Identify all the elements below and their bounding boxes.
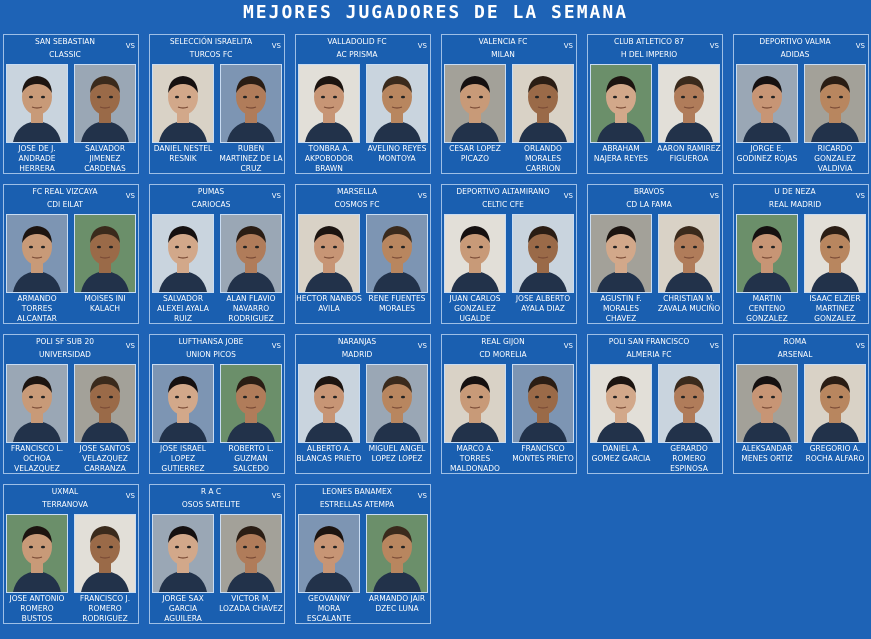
player-name: AARON RAMIREZ FIGUEROA bbox=[657, 144, 721, 163]
player-name: RUBEN MARTINEZ DE LA CRUZ bbox=[219, 144, 283, 173]
player-name: ORLANDO MORALES CARRION bbox=[524, 144, 562, 173]
vs-label: VS bbox=[271, 42, 281, 50]
team-home: UXMAL bbox=[51, 487, 79, 496]
team-home: R A C bbox=[200, 487, 222, 496]
match-header bbox=[150, 185, 272, 212]
match-card bbox=[733, 34, 869, 174]
player-name: SALVADOR JIMENEZ CARDENAS bbox=[84, 144, 126, 173]
player-name: AGUSTIN F. MORALES CHAVEZ bbox=[600, 294, 642, 323]
match-header bbox=[150, 35, 272, 62]
team-home: BRAVOS bbox=[633, 187, 665, 196]
match-header bbox=[296, 335, 418, 362]
player-photo[interactable] bbox=[298, 214, 360, 293]
player-photo[interactable] bbox=[658, 364, 720, 443]
player-name: MARTIN CENTENO GONZALEZ bbox=[746, 294, 788, 323]
vs-label: VS bbox=[417, 42, 427, 50]
player-name: FRANCISCO L. OCHOA VELAZQUEZ bbox=[10, 444, 64, 473]
player-photo[interactable] bbox=[736, 64, 798, 143]
player-name: ARMANDO JAIR DZEC LUNA bbox=[368, 594, 426, 613]
player-photo[interactable] bbox=[6, 214, 68, 293]
team-away: CD LA FAMA bbox=[626, 200, 672, 209]
player-photo[interactable] bbox=[658, 214, 720, 293]
match-header bbox=[588, 335, 710, 362]
player-photo[interactable] bbox=[366, 514, 428, 593]
team-home: REAL GIJON bbox=[481, 337, 525, 346]
match-header bbox=[734, 335, 856, 362]
vs-label: VS bbox=[709, 42, 719, 50]
match-card bbox=[295, 34, 431, 174]
team-away: OSOS SATELITE bbox=[181, 500, 241, 509]
player-name: RENE FUENTES MORALES bbox=[368, 294, 426, 313]
match-header bbox=[734, 185, 856, 212]
vs-label: VS bbox=[125, 492, 135, 500]
player-name: ROBERTO L. GUZMAN SALCEDO bbox=[228, 444, 274, 473]
match-header bbox=[442, 185, 564, 212]
player-photo[interactable] bbox=[804, 64, 866, 143]
team-home: ROMA bbox=[783, 337, 807, 346]
vs-label: VS bbox=[125, 342, 135, 350]
match-header bbox=[150, 485, 272, 512]
player-photo[interactable] bbox=[804, 214, 866, 293]
player-name: TONBRA A. AKPOBODOR BRAWN bbox=[304, 144, 354, 173]
match-card bbox=[733, 184, 869, 324]
player-photo[interactable] bbox=[298, 514, 360, 593]
player-photo[interactable] bbox=[6, 514, 68, 593]
team-home: POLI SAN FRANCISCO bbox=[608, 337, 690, 346]
match-card bbox=[441, 334, 577, 474]
match-card bbox=[733, 334, 869, 474]
team-away: H DEL IMPERIO bbox=[620, 50, 678, 59]
player-name: MIGUEL ANGEL LOPEZ LOPEZ bbox=[368, 444, 426, 463]
match-header bbox=[442, 335, 564, 362]
team-home: VALENCIA FC bbox=[478, 37, 528, 46]
team-away: TURCOS FC bbox=[189, 50, 233, 59]
match-header bbox=[296, 485, 418, 512]
player-photo[interactable] bbox=[512, 64, 574, 143]
vs-label: VS bbox=[855, 42, 865, 50]
match-card bbox=[149, 34, 285, 174]
match-header bbox=[588, 35, 710, 62]
player-name: GEOVANNY MORA ESCALANTE bbox=[306, 594, 352, 623]
team-away: ADIDAS bbox=[780, 50, 810, 59]
player-photo[interactable] bbox=[298, 364, 360, 443]
player-name: FRANCISCO J. ROMERO RODRIGUEZ bbox=[79, 594, 131, 623]
match-card bbox=[587, 334, 723, 474]
team-away: TERRANOVA bbox=[42, 500, 88, 509]
player-photo[interactable] bbox=[590, 364, 652, 443]
player-photo[interactable] bbox=[736, 214, 798, 293]
team-away: CARIOCAS bbox=[191, 200, 231, 209]
player-photo[interactable] bbox=[152, 64, 214, 143]
player-name: GERARDO ROMERO ESPINOSA bbox=[670, 444, 708, 473]
player-photo[interactable] bbox=[220, 514, 282, 593]
team-away: MADRID bbox=[341, 350, 373, 359]
player-photo[interactable] bbox=[74, 64, 136, 143]
match-card bbox=[3, 334, 139, 474]
match-card bbox=[3, 484, 139, 624]
match-header bbox=[734, 35, 856, 62]
team-home: LEONES BANAMEX bbox=[322, 487, 392, 496]
match-card bbox=[587, 184, 723, 324]
player-photo[interactable] bbox=[444, 214, 506, 293]
match-card bbox=[149, 184, 285, 324]
match-card bbox=[3, 184, 139, 324]
player-name: ALAN FLAVIO NAVARRO RODRIGUEZ bbox=[226, 294, 276, 323]
vs-label: VS bbox=[417, 192, 427, 200]
vs-label: VS bbox=[855, 342, 865, 350]
vs-label: VS bbox=[709, 342, 719, 350]
player-photo[interactable] bbox=[366, 364, 428, 443]
match-header bbox=[442, 35, 564, 62]
player-name: JOSE DE J. ANDRADE HERRERA bbox=[18, 144, 56, 173]
team-away: UNION PICOS bbox=[186, 350, 236, 359]
match-card bbox=[441, 184, 577, 324]
team-away: REAL MADRID bbox=[768, 200, 822, 209]
player-photo[interactable] bbox=[152, 214, 214, 293]
match-header bbox=[296, 185, 418, 212]
player-name: MOISES INI KALACH bbox=[84, 294, 126, 313]
player-name: DANIEL NESTEL RESNIK bbox=[153, 144, 213, 163]
team-home: VALLADOLID FC bbox=[327, 37, 387, 46]
team-home: SAN SEBASTIAN bbox=[34, 37, 96, 46]
team-away: COSMOS FC bbox=[334, 200, 380, 209]
player-name: FRANCISCO MONTES PRIETO bbox=[512, 444, 574, 463]
player-photo[interactable] bbox=[366, 214, 428, 293]
vs-label: VS bbox=[563, 342, 573, 350]
player-photo[interactable] bbox=[298, 64, 360, 143]
match-header bbox=[296, 35, 418, 62]
player-name: GREGORIO A. ROCHA ALFARO bbox=[805, 444, 865, 463]
team-away: MILAN bbox=[491, 50, 515, 59]
team-home: NARANJAS bbox=[337, 337, 377, 346]
player-name: JOSE ANTONIO ROMERO BUSTOS bbox=[9, 594, 65, 623]
vs-label: VS bbox=[125, 42, 135, 50]
team-home: PUMAS bbox=[197, 187, 225, 196]
page-title: MEJORES JUGADORES DE LA SEMANA bbox=[242, 2, 629, 23]
team-home: U DE NEZA bbox=[774, 187, 816, 196]
match-card bbox=[441, 34, 577, 174]
vs-label: VS bbox=[709, 192, 719, 200]
player-photo[interactable] bbox=[152, 364, 214, 443]
player-name: MARCO A. TORRES MALDONADO bbox=[450, 444, 500, 473]
match-header bbox=[4, 35, 126, 62]
player-name: ABRAHAM NAJERA REYES bbox=[593, 144, 649, 163]
match-header bbox=[4, 485, 126, 512]
team-away: CD MORELIA bbox=[479, 350, 527, 359]
player-photo[interactable] bbox=[220, 214, 282, 293]
match-header bbox=[588, 185, 710, 212]
match-card bbox=[295, 184, 431, 324]
player-name: VICTOR M. LOZADA CHAVEZ bbox=[219, 594, 283, 613]
match-card bbox=[295, 484, 431, 624]
match-card bbox=[3, 34, 139, 174]
vs-label: VS bbox=[563, 42, 573, 50]
match-header bbox=[4, 335, 126, 362]
team-away: ARSENAL bbox=[777, 350, 813, 359]
vs-label: VS bbox=[271, 492, 281, 500]
vs-label: VS bbox=[563, 192, 573, 200]
player-photo[interactable] bbox=[512, 364, 574, 443]
vs-label: VS bbox=[125, 192, 135, 200]
team-home: DEPORTIVO ALTAMIRANO bbox=[456, 187, 550, 196]
player-photo[interactable] bbox=[512, 214, 574, 293]
player-name: JOSE ISRAEL LOPEZ GUTIERREZ bbox=[160, 444, 206, 473]
match-card bbox=[149, 334, 285, 474]
player-photo[interactable] bbox=[444, 64, 506, 143]
team-away: CELTIC CFE bbox=[482, 200, 524, 209]
player-name: AVELINO REYES MONTOYA bbox=[367, 144, 427, 163]
team-away: CLASSIC bbox=[49, 50, 81, 59]
vs-label: VS bbox=[417, 492, 427, 500]
vs-label: VS bbox=[855, 192, 865, 200]
team-home: CLUB ATLETICO 87 bbox=[614, 37, 684, 46]
player-name: JOSE ALBERTO AYALA DIAZ bbox=[515, 294, 571, 313]
match-header bbox=[4, 185, 126, 212]
player-photo[interactable] bbox=[220, 64, 282, 143]
match-card bbox=[587, 34, 723, 174]
team-home: DEPORTIVO VALMA bbox=[759, 37, 831, 46]
player-photo[interactable] bbox=[590, 214, 652, 293]
player-name: DANIEL A. GOMEZ GARCIA bbox=[591, 444, 651, 463]
team-away: CDI EILAT bbox=[46, 200, 84, 209]
vs-label: VS bbox=[417, 342, 427, 350]
player-name: RICARDO GONZALEZ VALDIVIA bbox=[814, 144, 856, 173]
player-name: SALVADOR ALEXEI AYALA RUIZ bbox=[157, 294, 209, 323]
player-name: ALBERTO A. BLANCAS PRIETO bbox=[296, 444, 362, 463]
player-name: ARMANDO TORRES ALCANTAR bbox=[17, 294, 57, 323]
match-card bbox=[295, 334, 431, 474]
player-name: HECTOR NANBOS AVILA bbox=[296, 294, 362, 313]
player-name: JUAN CARLOS GONZALEZ UGALDE bbox=[449, 294, 501, 323]
team-away: AC PRISMA bbox=[336, 50, 378, 59]
team-home: FC REAL VIZCAYA bbox=[32, 187, 98, 196]
player-photo[interactable] bbox=[444, 364, 506, 443]
vs-label: VS bbox=[271, 342, 281, 350]
player-name: JORGE E. GODINEZ ROJAS bbox=[736, 144, 798, 163]
team-away: UNIVERSIDAD bbox=[39, 350, 91, 359]
player-photo[interactable] bbox=[366, 64, 428, 143]
player-name: JOSE SANTOS VELAZQUEZ CARRANZA bbox=[79, 444, 131, 473]
match-header bbox=[150, 335, 272, 362]
player-name: JORGE SAX GARCIA AGUILERA bbox=[162, 594, 204, 623]
player-photo[interactable] bbox=[804, 364, 866, 443]
team-home: LUFTHANSA JOBE bbox=[178, 337, 244, 346]
player-photo[interactable] bbox=[6, 364, 68, 443]
player-name: ISAAC ELZIER MARTINEZ GONZALEZ bbox=[809, 294, 861, 323]
player-photo[interactable] bbox=[590, 64, 652, 143]
player-photo[interactable] bbox=[736, 364, 798, 443]
player-photo[interactable] bbox=[6, 64, 68, 143]
player-photo[interactable] bbox=[74, 514, 136, 593]
player-photo[interactable] bbox=[658, 64, 720, 143]
team-away: ALMERIA FC bbox=[626, 350, 672, 359]
match-card bbox=[149, 484, 285, 624]
player-photo[interactable] bbox=[74, 214, 136, 293]
player-name: ALEKSANDAR MENES ORTIZ bbox=[741, 444, 793, 463]
team-home: SELECCIÓN ISRAELITA bbox=[169, 37, 253, 46]
player-photo[interactable] bbox=[152, 514, 214, 593]
vs-label: VS bbox=[271, 192, 281, 200]
team-home: MARSELLA bbox=[337, 187, 377, 196]
player-name: CHRISTIAN M. ZAVALA MUCIÑO bbox=[657, 294, 721, 313]
team-away: ESTRELLAS ATEMPA bbox=[319, 500, 395, 509]
player-photo[interactable] bbox=[74, 364, 136, 443]
player-name: CESAR LOPEZ PICAZO bbox=[449, 144, 501, 163]
team-home: POLI SF SUB 20 bbox=[36, 337, 94, 346]
player-photo[interactable] bbox=[220, 364, 282, 443]
